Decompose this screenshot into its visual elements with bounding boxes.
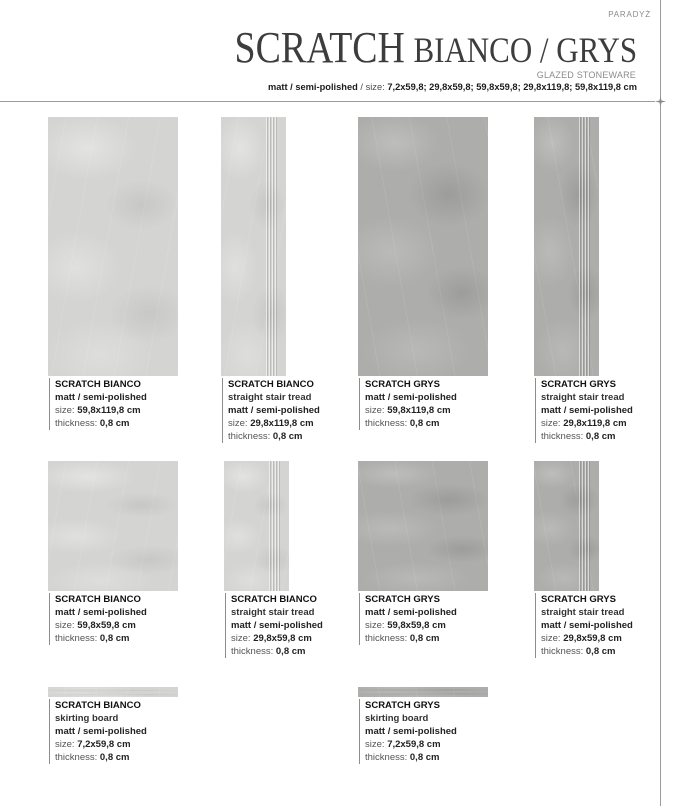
product-size	[55, 404, 178, 417]
size-label: size:	[365, 620, 385, 631]
product-name: SCRATCH GRYS	[541, 379, 616, 390]
tile-swatch-bianco	[48, 461, 178, 591]
product-size	[365, 619, 488, 632]
product-thickness	[55, 632, 178, 645]
page-subtitle: GLAZED STONEWARE	[536, 70, 636, 80]
thickness-label: thickness:	[228, 431, 271, 442]
product-label	[222, 378, 320, 443]
product-label	[359, 699, 488, 764]
thickness-label: thickness:	[55, 752, 98, 763]
product-card	[534, 117, 633, 443]
size-value: 59,8x59,8 cm	[77, 620, 136, 631]
horizontal-rule	[0, 101, 655, 102]
product-thickness	[231, 645, 323, 658]
thickness-label: thickness:	[365, 752, 408, 763]
tile-swatch-bianco-skirting	[48, 687, 178, 697]
product-finish: matt / semi-polished	[541, 620, 633, 631]
size-label: size:	[365, 405, 385, 416]
brand-name: PARADYŻ	[608, 10, 651, 19]
product-finish: matt / semi-polished	[365, 726, 457, 737]
product-name: SCRATCH GRYS	[365, 700, 440, 711]
tread-nosing-grooves	[579, 117, 590, 376]
product-thickness	[541, 645, 633, 658]
thickness-value: 0,8 cm	[99, 633, 130, 644]
product-card	[48, 117, 178, 430]
thickness-value: 0,8 cm	[409, 752, 440, 763]
size-value: 29,8x59,8 cm	[253, 633, 312, 644]
size-label: size:	[55, 405, 75, 416]
product-name: SCRATCH GRYS	[541, 594, 616, 605]
thickness-value: 0,8 cm	[409, 418, 440, 429]
size-value: 7,2x59,8 cm	[387, 739, 441, 750]
thickness-label: thickness:	[55, 633, 98, 644]
product-type: straight stair tread	[541, 392, 625, 403]
product-thickness	[228, 430, 320, 443]
product-size	[541, 417, 633, 430]
product-card	[48, 461, 178, 645]
spec-sizes: 7,2x59,8; 29,8x59,8; 59,8x59,8; 29,8x119,8; 59,8x119,8 cm	[387, 82, 637, 92]
product-finish: matt / semi-polished	[541, 405, 633, 416]
tile-swatch-bianco	[48, 117, 178, 376]
product-type: skirting board	[365, 713, 429, 724]
thickness-value: 0,8 cm	[99, 418, 130, 429]
page-title	[234, 23, 637, 72]
tile-swatch-grys-skirting	[358, 687, 488, 697]
product-thickness	[365, 751, 488, 764]
thickness-label: thickness:	[231, 646, 274, 657]
product-name: SCRATCH BIANCO	[228, 379, 314, 390]
product-type: straight stair tread	[231, 607, 315, 618]
size-value: 29,8x119,8 cm	[563, 418, 627, 429]
thickness-value: 0,8 cm	[409, 633, 440, 644]
product-type: straight stair tread	[228, 392, 312, 403]
thickness-value: 0,8 cm	[585, 431, 616, 442]
four-point-star-icon	[655, 96, 666, 107]
product-finish: matt / semi-polished	[228, 405, 320, 416]
product-name: SCRATCH BIANCO	[55, 700, 141, 711]
product-card	[358, 461, 488, 645]
product-thickness	[365, 417, 488, 430]
tile-swatch-grys-stair-tread	[534, 117, 599, 376]
product-size	[541, 632, 633, 645]
product-name: SCRATCH BIANCO	[55, 379, 141, 390]
size-value: 29,8x119,8 cm	[250, 418, 314, 429]
product-size	[228, 417, 320, 430]
product-size	[231, 632, 323, 645]
thickness-value: 0,8 cm	[585, 646, 616, 657]
product-card	[221, 117, 320, 443]
collection-spec-line	[268, 82, 637, 92]
tile-swatch-grys	[358, 461, 488, 591]
size-label: size:	[55, 739, 75, 750]
product-finish: matt / semi-polished	[231, 620, 323, 631]
product-name: SCRATCH BIANCO	[231, 594, 317, 605]
product-name: SCRATCH GRYS	[365, 379, 440, 390]
product-card	[534, 461, 633, 658]
product-card	[358, 117, 488, 430]
tile-swatch-bianco-stair-tread	[221, 117, 286, 376]
product-thickness	[365, 632, 488, 645]
vertical-rule	[660, 0, 661, 806]
product-finish: matt / semi-polished	[55, 607, 147, 618]
thickness-value: 0,8 cm	[99, 752, 130, 763]
product-finish: matt / semi-polished	[55, 726, 147, 737]
thickness-value: 0,8 cm	[275, 646, 306, 657]
product-thickness	[541, 430, 633, 443]
thickness-label: thickness:	[541, 646, 584, 657]
product-label	[49, 593, 178, 645]
size-label: size:	[541, 418, 561, 429]
spec-finish: matt / semi-polished	[267, 82, 358, 92]
size-value: 59,8x119,8 cm	[387, 405, 451, 416]
spec-size-label: / size:	[360, 82, 385, 92]
size-label: size:	[365, 739, 385, 750]
product-label	[49, 378, 178, 430]
product-label	[359, 593, 488, 645]
tile-swatch-grys	[358, 117, 488, 376]
product-size	[365, 738, 488, 751]
title-sub: BIANCO / GRYS	[413, 30, 637, 70]
thickness-label: thickness:	[541, 431, 584, 442]
product-name: SCRATCH GRYS	[365, 594, 440, 605]
size-value: 29,8x59,8 cm	[563, 633, 622, 644]
product-size	[365, 404, 488, 417]
product-finish: matt / semi-polished	[365, 607, 457, 618]
product-label	[535, 378, 633, 443]
size-label: size:	[55, 620, 75, 631]
tile-swatch-bianco-stair-tread	[224, 461, 289, 591]
tread-nosing-grooves	[579, 461, 590, 591]
size-label: size:	[231, 633, 251, 644]
product-finish: matt / semi-polished	[365, 392, 457, 403]
product-name: SCRATCH BIANCO	[55, 594, 141, 605]
product-size	[55, 738, 178, 751]
product-type: skirting board	[55, 713, 119, 724]
thickness-value: 0,8 cm	[272, 431, 303, 442]
size-value: 59,8x59,8 cm	[387, 620, 446, 631]
product-card	[48, 687, 178, 764]
product-finish: matt / semi-polished	[55, 392, 147, 403]
thickness-label: thickness:	[365, 418, 408, 429]
tile-swatch-grys-stair-tread	[534, 461, 599, 591]
thickness-label: thickness:	[365, 633, 408, 644]
tread-nosing-grooves	[266, 117, 277, 376]
product-label	[535, 593, 633, 658]
size-value: 7,2x59,8 cm	[77, 739, 131, 750]
product-type: straight stair tread	[541, 607, 625, 618]
thickness-label: thickness:	[55, 418, 98, 429]
product-thickness	[55, 751, 178, 764]
size-label: size:	[228, 418, 248, 429]
product-size	[55, 619, 178, 632]
product-label	[49, 699, 178, 764]
product-label	[225, 593, 323, 658]
product-label	[359, 378, 488, 430]
size-value: 59,8x119,8 cm	[77, 405, 141, 416]
size-label: size:	[541, 633, 561, 644]
product-thickness	[55, 417, 178, 430]
title-main: SCRATCH	[234, 23, 405, 72]
product-card	[224, 461, 323, 658]
product-card	[358, 687, 488, 764]
tread-nosing-grooves	[269, 461, 280, 591]
